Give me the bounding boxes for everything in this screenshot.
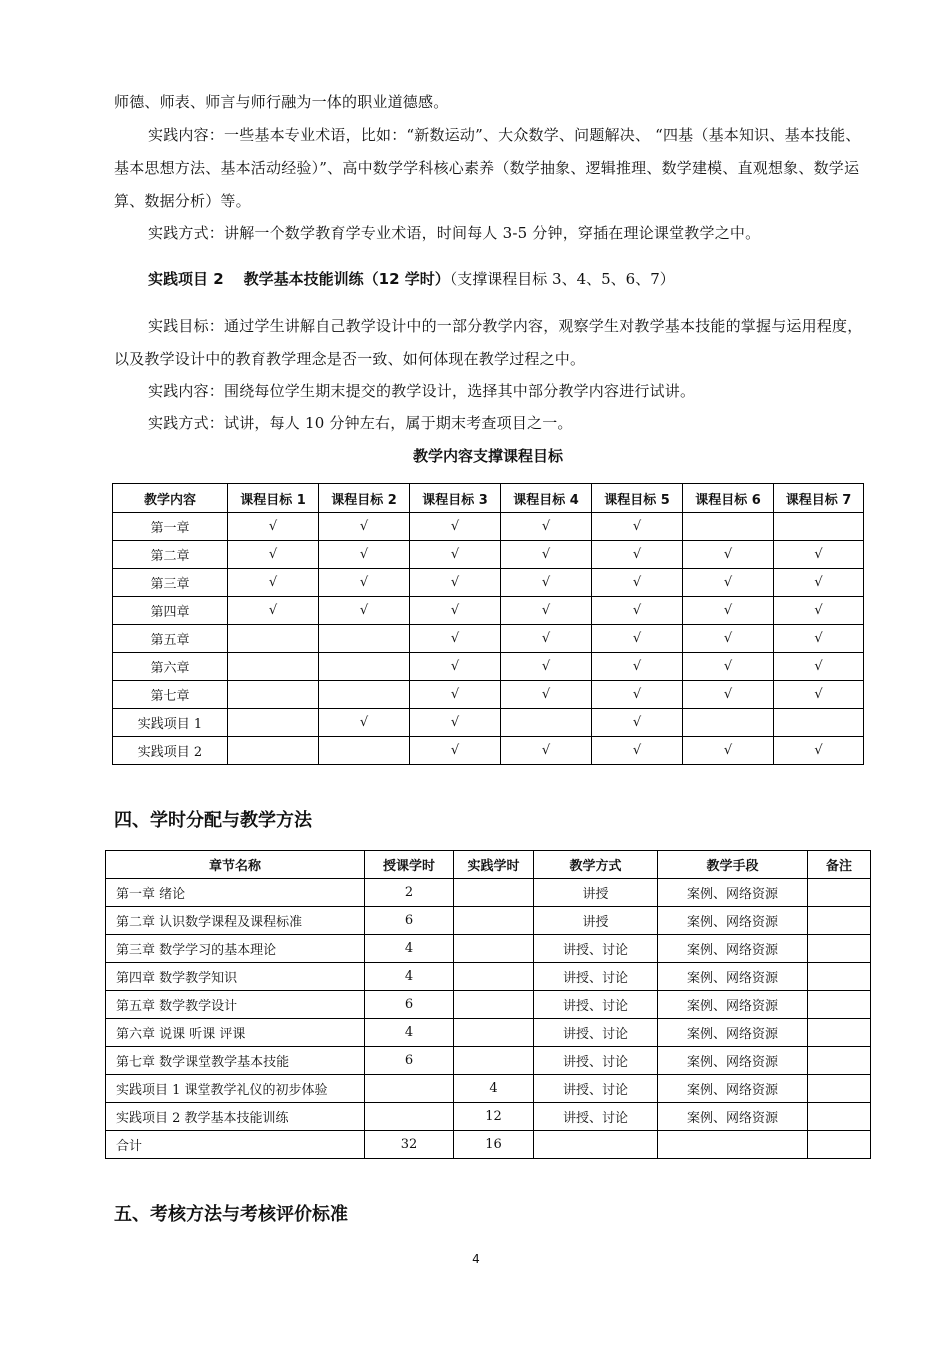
table-cell <box>319 653 410 681</box>
row-label-cell: 第一章 <box>113 513 228 541</box>
table-cell <box>808 907 871 935</box>
row-label-cell: 第四章 <box>113 597 228 625</box>
table-cell: √ <box>410 681 501 709</box>
table-cell: √ <box>228 513 319 541</box>
project2-support: （支撑课程目标 3、4、5、6、7） <box>449 270 675 288</box>
table-cell <box>774 709 864 737</box>
table-cell: √ <box>774 737 864 765</box>
table-cell <box>534 1131 658 1159</box>
row-label-cell: 实践项目 1 <box>113 709 228 737</box>
table-cell <box>319 681 410 709</box>
table-cell: √ <box>501 625 592 653</box>
table-cell: 讲授 <box>534 879 658 907</box>
table-cell: 6 <box>365 991 454 1019</box>
row-label-cell: 合计 <box>106 1131 365 1159</box>
table-cell <box>454 991 534 1019</box>
row-label-cell: 第六章 说课 听课 评课 <box>106 1019 365 1047</box>
hours-allocation-table <box>105 850 871 1159</box>
table-cell: 4 <box>365 1019 454 1047</box>
table-cell: √ <box>774 541 864 569</box>
table-row <box>106 991 871 1019</box>
table-cell <box>454 879 534 907</box>
table-cell <box>319 625 410 653</box>
paragraph-practice-content-2: 实践内容：围绕每位学生期末提交的教学设计，选择其中部分教学内容进行试讲。 <box>148 382 696 400</box>
table-row <box>113 709 864 737</box>
table-cell <box>808 1103 871 1131</box>
table-cell: 讲授 <box>534 907 658 935</box>
table-row <box>106 1075 871 1103</box>
row-label-cell: 第四章 数学教学知识 <box>106 963 365 991</box>
table-cell: √ <box>683 625 774 653</box>
table-cell: √ <box>228 569 319 597</box>
table-cell <box>454 1019 534 1047</box>
section4-heading: 四、学时分配与教学方法 <box>114 810 312 831</box>
table-cell: √ <box>683 569 774 597</box>
table-cell: √ <box>683 597 774 625</box>
table-cell <box>808 879 871 907</box>
table-cell: √ <box>774 569 864 597</box>
table-row <box>113 681 864 709</box>
table-cell: 案例、网络资源 <box>658 963 808 991</box>
table-cell: 讲授、讨论 <box>534 1047 658 1075</box>
table-cell: 案例、网络资源 <box>658 1047 808 1075</box>
table-row <box>106 907 871 935</box>
table-header-cell: 课程目标 5 <box>592 484 683 513</box>
table-header-cell: 课程目标 7 <box>774 484 864 513</box>
table-row <box>113 653 864 681</box>
table-cell <box>228 709 319 737</box>
table-row <box>113 737 864 765</box>
page-number: 4 <box>472 1252 480 1266</box>
table-header-cell: 课程目标 4 <box>501 484 592 513</box>
table-cell <box>808 1019 871 1047</box>
table-cell <box>454 935 534 963</box>
table-cell: 讲授、讨论 <box>534 1075 658 1103</box>
table-cell: √ <box>501 597 592 625</box>
table-cell: 案例、网络资源 <box>658 907 808 935</box>
table-cell: √ <box>683 653 774 681</box>
table-cell <box>683 709 774 737</box>
table-cell: √ <box>501 569 592 597</box>
table-cell: 讲授、讨论 <box>534 1103 658 1131</box>
table-cell <box>319 737 410 765</box>
table-cell <box>808 1047 871 1075</box>
table-cell <box>501 709 592 737</box>
table-cell: √ <box>592 569 683 597</box>
table1-caption: 教学内容支撑课程目标 <box>412 447 563 465</box>
table-header-cell: 教学内容 <box>113 484 228 513</box>
table-cell: √ <box>592 597 683 625</box>
table-cell: 讲授、讨论 <box>534 1019 658 1047</box>
table-cell: √ <box>410 709 501 737</box>
table-header-cell: 课程目标 6 <box>683 484 774 513</box>
project2-heading <box>148 268 675 289</box>
paragraph-practice-content-1: 实践内容：一些基本专业术语，比如：“新数运动”、大众数学、问题解决、 “四基（基本知识、基本技能、基本思想方法、基本活动经验）”、高中数学学科核心素养（数学抽象、逻辑推理、数学建模、直观想象、数学运算、数据分析）等。 <box>114 126 861 210</box>
table-cell: 4 <box>365 935 454 963</box>
table-cell: √ <box>319 597 410 625</box>
table-cell: 案例、网络资源 <box>658 879 808 907</box>
table-cell <box>228 653 319 681</box>
table-cell: √ <box>683 541 774 569</box>
table-cell: √ <box>319 541 410 569</box>
table-row <box>106 879 871 907</box>
table-cell: √ <box>501 513 592 541</box>
table-row <box>106 935 871 963</box>
table-row <box>113 541 864 569</box>
table-header-cell: 课程目标 3 <box>410 484 501 513</box>
project2-label: 实践项目 2 <box>148 270 224 288</box>
course-goal-support-table <box>112 483 864 765</box>
table-cell: √ <box>410 569 501 597</box>
table-cell <box>808 1075 871 1103</box>
table-row <box>113 625 864 653</box>
table-cell: √ <box>592 541 683 569</box>
row-label-cell: 实践项目 1 课堂教学礼仪的初步体验 <box>106 1075 365 1103</box>
table-cell: √ <box>501 737 592 765</box>
table-cell: √ <box>683 681 774 709</box>
table-cell: 案例、网络资源 <box>658 1019 808 1047</box>
table-cell: √ <box>319 709 410 737</box>
table-header-cell: 章节名称 <box>106 851 365 879</box>
table-cell: √ <box>683 737 774 765</box>
table-cell: √ <box>410 653 501 681</box>
table-cell: √ <box>592 625 683 653</box>
table-cell <box>454 1047 534 1075</box>
table-row <box>106 1103 871 1131</box>
table-header-cell: 教学手段 <box>658 851 808 879</box>
table-cell: √ <box>774 625 864 653</box>
table-cell: 讲授、讨论 <box>534 963 658 991</box>
table-cell <box>808 935 871 963</box>
table-cell: 16 <box>454 1131 534 1159</box>
row-label-cell: 第六章 <box>113 653 228 681</box>
row-label-cell: 第七章 <box>113 681 228 709</box>
row-label-cell: 实践项目 2 教学基本技能训练 <box>106 1103 365 1131</box>
row-label-cell: 第七章 数学课堂教学基本技能 <box>106 1047 365 1075</box>
table-cell: 讲授、讨论 <box>534 935 658 963</box>
table-cell: √ <box>592 653 683 681</box>
table-cell <box>228 737 319 765</box>
table-cell: 12 <box>454 1103 534 1131</box>
table-header-cell: 教学方式 <box>534 851 658 879</box>
table-cell: 2 <box>365 879 454 907</box>
table-cell: √ <box>319 569 410 597</box>
paragraph-practice-method-1: 实践方式：讲解一个数学教育学专业术语，时间每人 3-5 分钟，穿插在理论课堂教学之中。 <box>148 224 761 242</box>
table-cell: √ <box>592 709 683 737</box>
paragraph-ethics: 师德、师表、师言与师行融为一体的职业道德感。 <box>114 93 449 111</box>
table-row <box>113 569 864 597</box>
table-cell: √ <box>410 737 501 765</box>
table-header-cell: 备注 <box>808 851 871 879</box>
table-cell: √ <box>592 737 683 765</box>
table-cell: √ <box>410 625 501 653</box>
table-cell: 案例、网络资源 <box>658 991 808 1019</box>
table-cell: √ <box>774 597 864 625</box>
table-cell: 讲授、讨论 <box>534 991 658 1019</box>
table-cell: 6 <box>365 907 454 935</box>
row-label-cell: 第五章 数学教学设计 <box>106 991 365 1019</box>
row-label-cell: 第一章 绪论 <box>106 879 365 907</box>
table-cell: √ <box>228 597 319 625</box>
table-cell: √ <box>774 653 864 681</box>
table-cell: √ <box>501 541 592 569</box>
row-label-cell: 第二章 <box>113 541 228 569</box>
table-row <box>106 1131 871 1159</box>
table-cell: √ <box>501 653 592 681</box>
table-row <box>106 1047 871 1075</box>
table-cell: √ <box>410 597 501 625</box>
table-cell <box>454 907 534 935</box>
table-cell <box>365 1075 454 1103</box>
table-cell: √ <box>592 513 683 541</box>
table-header-cell: 课程目标 2 <box>319 484 410 513</box>
section5-heading: 五、考核方法与考核评价标准 <box>114 1204 348 1225</box>
table-cell: 32 <box>365 1131 454 1159</box>
table-cell: 6 <box>365 1047 454 1075</box>
table-cell: 案例、网络资源 <box>658 1103 808 1131</box>
table-row <box>113 513 864 541</box>
table-cell <box>808 991 871 1019</box>
table-cell: √ <box>319 513 410 541</box>
table-row <box>106 1019 871 1047</box>
table-cell: √ <box>410 541 501 569</box>
table-cell: 案例、网络资源 <box>658 935 808 963</box>
table-cell <box>808 1131 871 1159</box>
row-label-cell: 第三章 <box>113 569 228 597</box>
row-label-cell: 第五章 <box>113 625 228 653</box>
table-cell: √ <box>501 681 592 709</box>
table-cell <box>365 1103 454 1131</box>
table-cell <box>683 513 774 541</box>
table-row <box>113 597 864 625</box>
table-cell <box>228 681 319 709</box>
table-cell <box>774 513 864 541</box>
row-label-cell: 第三章 数学学习的基本理论 <box>106 935 365 963</box>
row-label-cell: 第二章 认识数学课程及课程标准 <box>106 907 365 935</box>
table-cell: 4 <box>454 1075 534 1103</box>
table-cell <box>658 1131 808 1159</box>
table-cell: √ <box>410 513 501 541</box>
project2-title: 教学基本技能训练（12 学时） <box>243 270 450 288</box>
table-cell <box>454 963 534 991</box>
table-cell: √ <box>228 541 319 569</box>
table-cell: √ <box>774 681 864 709</box>
table-header-cell: 授课学时 <box>365 851 454 879</box>
row-label-cell: 实践项目 2 <box>113 737 228 765</box>
table-header-cell: 实践学时 <box>454 851 534 879</box>
table-cell: √ <box>592 681 683 709</box>
paragraph-practice-method-2: 实践方式：试讲，每人 10 分钟左右，属于期末考查项目之一。 <box>148 414 573 432</box>
table-header-cell: 课程目标 1 <box>228 484 319 513</box>
table-cell <box>228 625 319 653</box>
table-cell: 4 <box>365 963 454 991</box>
table-header-row <box>106 851 871 879</box>
paragraph-practice-goal-2: 实践目标：通过学生讲解自己教学设计中的一部分教学内容，观察学生对教学基本技能的掌握与运用程度，以及教学设计中的教育教学理念是否一致、如何体现在教学过程之中。 <box>114 317 863 368</box>
table-row <box>106 963 871 991</box>
table-cell <box>808 963 871 991</box>
table-cell: 案例、网络资源 <box>658 1075 808 1103</box>
table-header-row <box>113 484 864 513</box>
